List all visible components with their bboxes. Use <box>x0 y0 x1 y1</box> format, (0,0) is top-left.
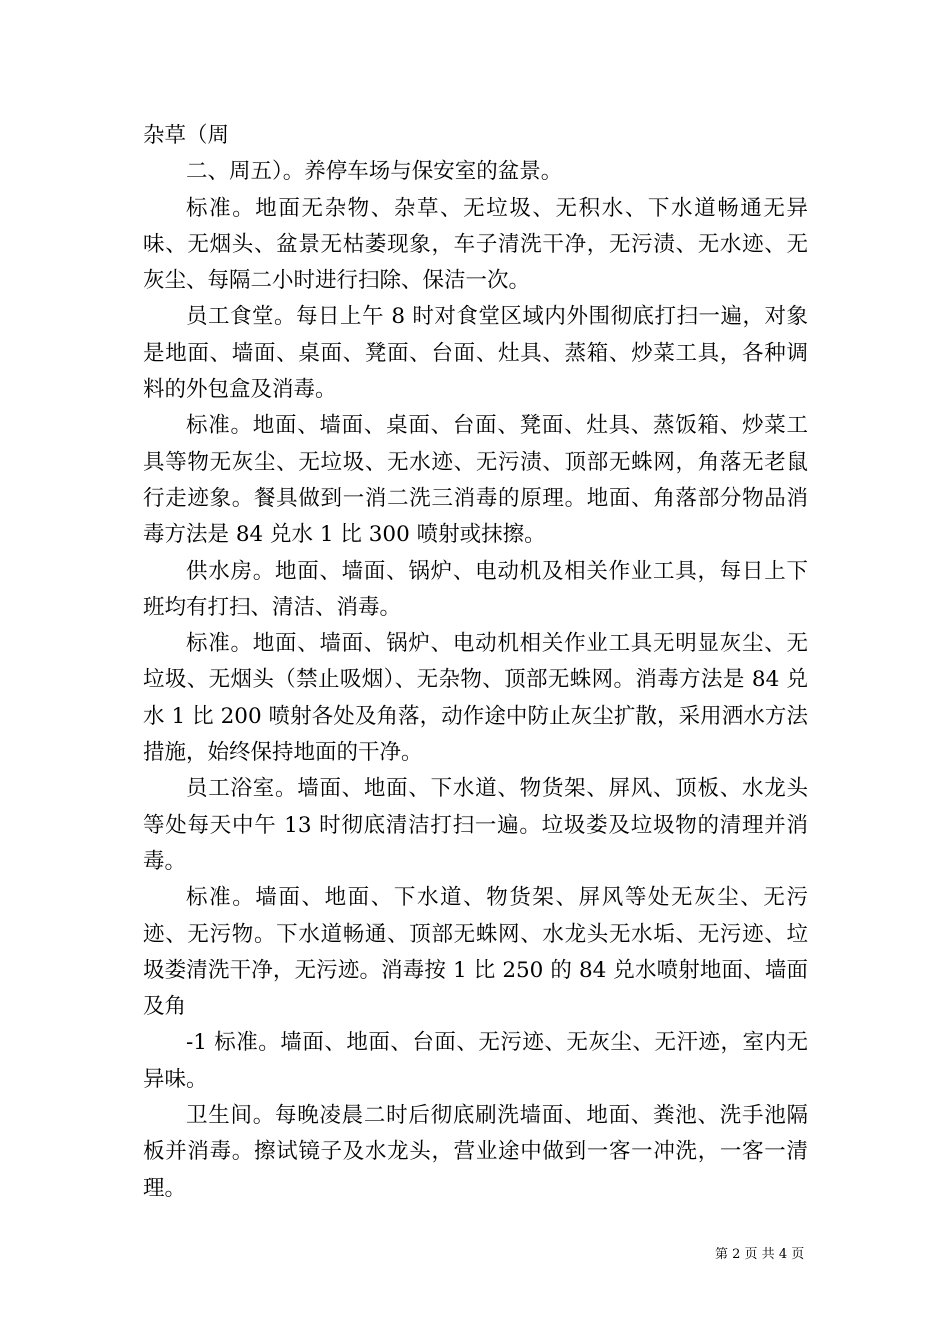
page-total: 4 <box>778 1247 788 1262</box>
paragraph-10: -1 标准。墙面、地面、台面、无污迹、无灰尘、无汗迹，室内无异味。 <box>143 1030 808 1092</box>
paragraph-7: 标准。地面、墙面、锅炉、电动机相关作业工具无明显灰尘、无垃圾、无烟头（禁止吸烟）、无杂物、顶部无蛛网。消毒方法是 84 兑水 1 比 200 喷射各处及角落，动作途中防止灰尘扩散，采用洒水方法措施，始终保持地面的干净。 <box>143 631 808 766</box>
paragraph-4: 员工食堂。每日上午 8 时对食堂区域内外围彻底打扫一遍，对象是地面、墙面、桌面、凳面、台面、灶具、蒸箱、炒菜工具，各种调料的外包盒及消毒。 <box>143 304 808 403</box>
page-footer <box>715 1247 804 1263</box>
paragraph-3: 标准。地面无杂物、杂草、无垃圾、无积水、下水道畅通无异味、无烟头、盆景无枯萎现象，车子清洗干净，无污渍、无水迹、无灰尘、每隔二小时进行扫除、保洁一次。 <box>143 195 808 294</box>
paragraph-1: 杂草（周 <box>143 123 230 148</box>
paragraph-2: 二、周五）。养停车场与保安室的盆景。 <box>186 159 563 185</box>
paragraph-5: 标准。地面、墙面、桌面、台面、凳面、灶具、蒸饭箱、炒菜工具等物无灰尘、无垃圾、无水迹、无污渍、顶部无蛛网，角落无老鼠行走迹象。餐具做到一消二洗三消毒的原理。地面、角落部分物品消毒方法是 84 兑水 1 比 300 喷射或抹擦。 <box>143 413 808 548</box>
paragraph-8: 员工浴室。墙面、地面、下水道、物货架、屏风、顶板、水龙头等处每天中午 13 时彻底清洁打扫一遍。垃圾娄及垃圾物的清理并消毒。 <box>143 776 808 874</box>
paragraph-6: 供水房。地面、墙面、锅炉、电动机及相关作业工具，每日上下班均有打扫、清洁、消毒。 <box>143 558 808 620</box>
footer-suffix: 页 <box>787 1247 805 1262</box>
paragraph-9: 标准。墙面、地面、下水道、物货架、屏风等处无灰尘、无污迹、无污物。下水道畅通、顶部无蛛网、水龙头无水垢、无污迹、垃圾娄清洗干净，无污迹。消毒按 1 比 250 的 84 兑水喷射地面、墙面及角 <box>143 885 808 1020</box>
footer-prefix: 第 <box>715 1247 733 1262</box>
footer-middle: 页 共 <box>740 1247 779 1262</box>
document-body <box>143 118 808 1207</box>
page-number: 2 <box>732 1247 741 1262</box>
paragraph-11: 卫生间。每晚凌晨二时后彻底刷洗墙面、地面、粪池、洗手池隔板并消毒。擦试镜子及水龙头，营业途中做到一客一冲洗，一客一清理。 <box>143 1103 808 1201</box>
